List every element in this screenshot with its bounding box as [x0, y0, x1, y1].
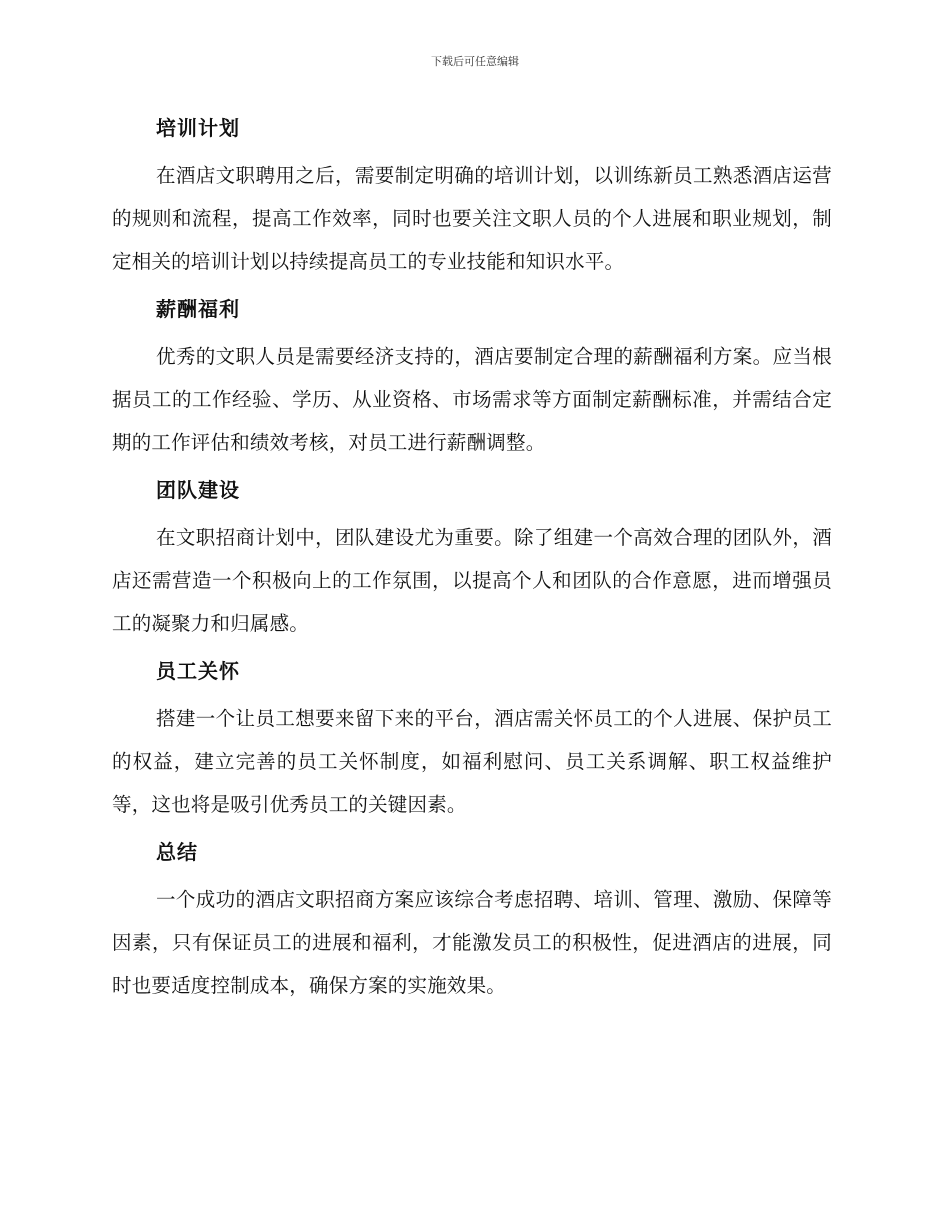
- section-title: 团队建设: [156, 478, 240, 502]
- section-paragraph: 搭建一个让员工想要来留下来的平台，酒店需关怀员工的个人进展、保护员工的权益，建立完善的员工关怀制度，如福利慰问、员工关系调解、职工权益维护等，这也将是吸引优秀员工的关键因素。: [112, 707, 832, 816]
- section-title: 员工关怀: [156, 659, 240, 683]
- document-body: [112, 110, 832, 1015]
- section-title: 培训计划: [156, 116, 240, 140]
- section-paragraph: 在文职招商计划中，团队建设尤为重要。除了组建一个高效合理的团队外，酒店还需营造一个积极向上的工作氛围，以提高个人和团队的合作意愿，进而增强员工的凝聚力和归属感。: [112, 526, 832, 635]
- section-team-building: [112, 472, 832, 645]
- section-employee-care: [112, 653, 832, 826]
- section-paragraph: 一个成功的酒店文职招商方案应该综合考虑招聘、培训、管理、激励、保障等因素，只有保证员工的进展和福利，才能激发员工的积极性，促进酒店的进展，同时也要适度控制成本，确保方案的实施效果。: [112, 888, 832, 997]
- section-training-plan: [112, 110, 832, 283]
- section-title: 薪酬福利: [156, 297, 240, 321]
- section-summary: [112, 834, 832, 1007]
- section-compensation-benefits: [112, 291, 832, 464]
- section-paragraph: 在酒店文职聘用之后，需要制定明确的培训计划，以训练新员工熟悉酒店运营的规则和流程，提高工作效率，同时也要关注文职人员的个人进展和职业规划，制定相关的培训计划以持续提高员工的专业技能和知识水平。: [112, 164, 832, 273]
- section-title: 总结: [156, 840, 198, 864]
- section-paragraph: 优秀的文职人员是需要经济支持的，酒店要制定合理的薪酬福利方案。应当根据员工的工作经验、学历、从业资格、市场需求等方面制定薪酬标准，并需结合定期的工作评估和绩效考核，对员工进行薪酬调整。: [112, 345, 832, 454]
- page-header-note: 下载后可任意编辑: [431, 55, 519, 68]
